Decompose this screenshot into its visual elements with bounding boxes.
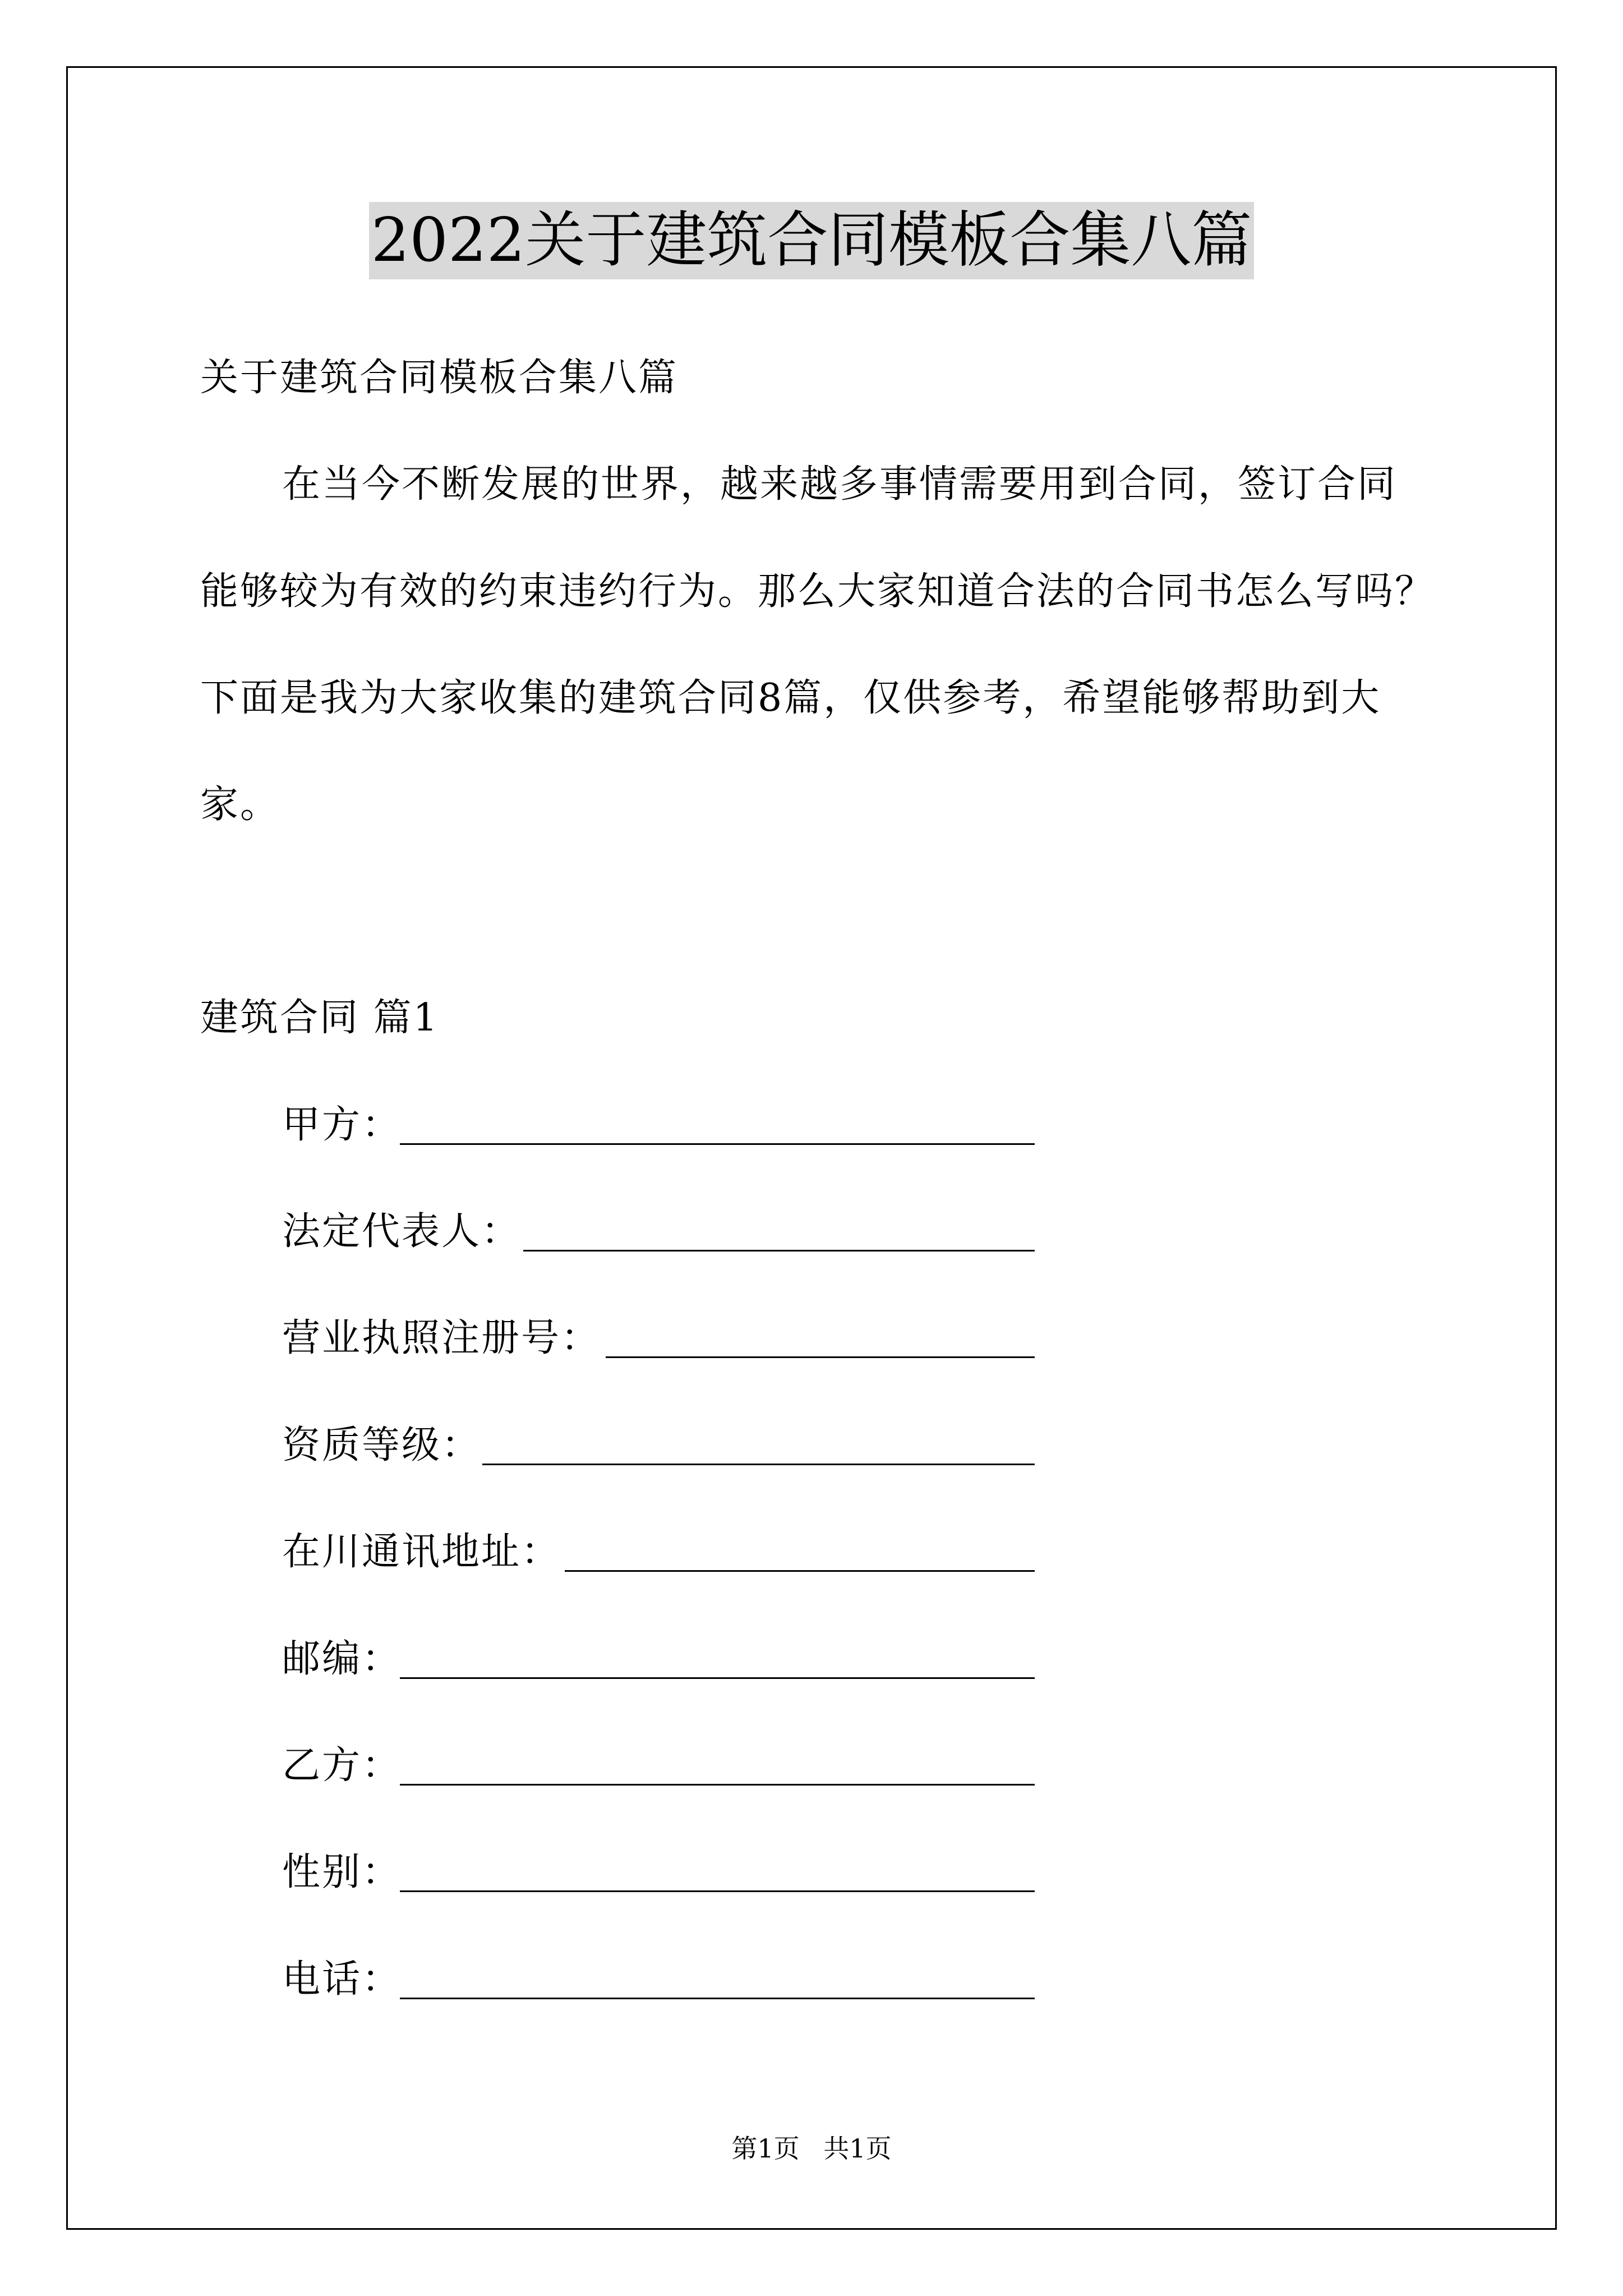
fill-in-line xyxy=(482,1464,1035,1465)
page-number-current: 第1页 xyxy=(731,2133,800,2164)
field-legal-representative xyxy=(282,1209,521,1254)
intro-line-4: 家。 xyxy=(200,783,280,827)
field-gender xyxy=(282,1850,402,1895)
field-party-a xyxy=(282,1103,402,1148)
field-business-license xyxy=(282,1316,601,1361)
field-label: 性别： xyxy=(282,1850,402,1894)
fill-in-line xyxy=(400,1784,1035,1786)
field-postal-code xyxy=(282,1637,402,1682)
field-phone xyxy=(282,1957,402,2002)
fill-in-line xyxy=(400,1998,1035,1999)
page-number-total: 共1页 xyxy=(823,2133,892,2164)
document-title: 2022关于建筑合同模板合集八篇 xyxy=(369,202,1255,279)
field-label: 乙方： xyxy=(282,1743,402,1788)
section-heading: 建筑合同 篇1 xyxy=(200,996,439,1040)
page-footer xyxy=(0,2132,1623,2165)
intro-line-3: 下面是我为大家收集的建筑合同8篇，仅供参考，希望能够帮助到大 xyxy=(200,676,1381,720)
field-label: 法定代表人： xyxy=(282,1209,522,1254)
field-label: 电话： xyxy=(282,1957,402,2001)
fill-in-line xyxy=(400,1677,1035,1679)
field-label: 在川通讯地址： xyxy=(282,1530,561,1574)
fill-in-line xyxy=(400,1890,1035,1892)
field-label: 甲方： xyxy=(282,1103,402,1147)
fill-in-line xyxy=(606,1356,1035,1358)
intro-line-2: 能够较为有效的约束违约行为。那么大家知道合法的合同书怎么写吗？ xyxy=(200,569,1435,614)
title-container xyxy=(0,202,1623,279)
fill-in-line xyxy=(523,1250,1035,1251)
document-subtitle: 关于建筑合同模板合集八篇 xyxy=(200,356,679,400)
intro-line-1: 在当今不断发展的世界，越来越多事情需要用到合同，签订合同 xyxy=(282,462,1398,507)
field-label: 邮编： xyxy=(282,1637,402,1681)
field-label: 营业执照注册号： xyxy=(282,1316,601,1360)
field-mailing-address xyxy=(282,1530,561,1575)
field-qualification-level xyxy=(282,1423,481,1468)
fill-in-line xyxy=(565,1570,1035,1572)
fill-in-line xyxy=(400,1143,1035,1145)
field-party-b xyxy=(282,1743,402,1788)
field-label: 资质等级： xyxy=(282,1423,482,1467)
